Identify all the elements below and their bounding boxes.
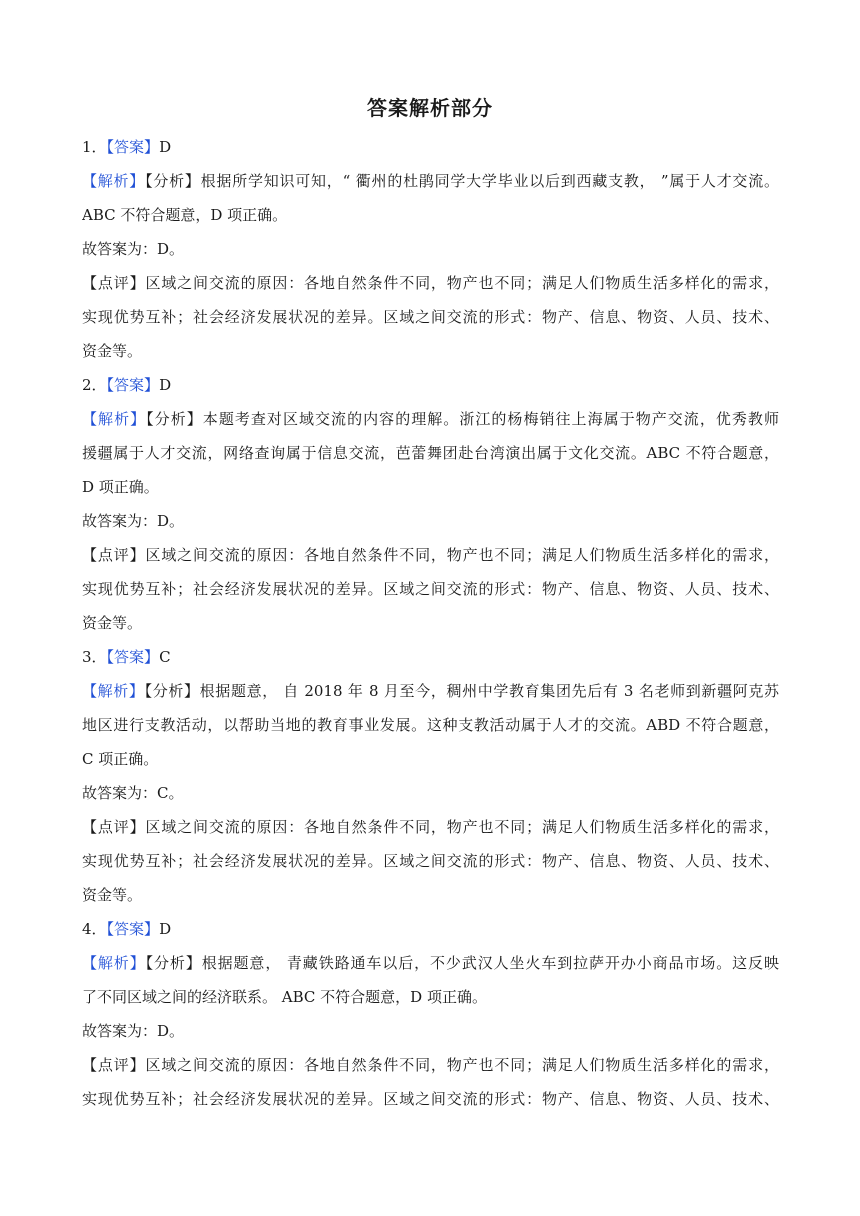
fenxi-label: 【分析】: [145, 954, 202, 972]
question-number: 1．: [82, 138, 107, 156]
comment-label: 【点评】: [82, 818, 146, 836]
analysis-label: 【解析】: [82, 682, 145, 700]
comment-line: 实现优势互补；社会经济发展状况的差异。区域之间交流的形式：物产、信息、物资、人员、技术、: [82, 1090, 779, 1108]
fenxi-label: 【分析】: [144, 682, 200, 700]
comment-line: [82, 266, 779, 300]
answer-label: 【答案】: [106, 920, 160, 938]
comment-line: 实现优势互补；社会经济发展状况的差异。区域之间交流的形式：物产、信息、物资、人员、技术、: [82, 852, 779, 870]
analysis-line: 了不同区域之间的经济联系。 ABC 不符合题意，D 项正确。: [82, 988, 487, 1006]
comment-label: 【点评】: [82, 546, 146, 564]
answer-line: [82, 130, 779, 164]
comment-label: 【点评】: [82, 274, 146, 292]
analysis-text: 根据题意， 自 2018 年 8 月至今，稠州中学教育集团先后有 3 名老师到新疆阿克苏: [199, 682, 779, 700]
question-number: 4．: [82, 920, 107, 938]
analysis-line: [82, 164, 779, 198]
conclusion-line: 故答案为：D。: [82, 1022, 185, 1040]
analysis-line: 地区进行支教活动，以帮助当地的教育事业发展。这种支教活动属于人才的交流。ABD 不符合题意，: [82, 716, 779, 734]
answer-line: [82, 912, 779, 946]
answer-line: [82, 640, 779, 674]
question-item-3: [82, 640, 779, 912]
analysis-line: [82, 674, 779, 708]
comment-label: 【点评】: [82, 1056, 146, 1074]
question-number: 2．: [82, 376, 107, 394]
fenxi-label: 【分析】: [145, 172, 201, 190]
comment-text: 区域之间交流的原因：各地自然条件不同，物产也不同；满足人们物质生活多样化的需求，: [145, 818, 779, 836]
fenxi-label: 【分析】: [146, 410, 203, 428]
analysis-line: ABC 不符合题意，D 项正确。: [82, 206, 288, 224]
comment-text: 区域之间交流的原因：各地自然条件不同，物产也不同；满足人们物质生活多样化的需求，: [145, 546, 779, 564]
analysis-text: 本题考查对区域交流的内容的理解。浙江的杨梅销往上海属于物产交流，优秀教师: [202, 410, 779, 428]
conclusion-line: 故答案为：D。: [82, 512, 185, 530]
comment-text: 区域之间交流的原因：各地自然条件不同，物产也不同；满足人们物质生活多样化的需求，: [145, 274, 779, 292]
comment-line: [82, 810, 779, 844]
comment-line: 资金等。: [82, 614, 143, 632]
answer-value: D: [159, 376, 172, 394]
comment-line: 资金等。: [82, 886, 143, 904]
answer-value: D: [159, 920, 172, 938]
answer-value: D: [159, 138, 172, 156]
analysis-line: 援疆属于人才交流，网络查询属于信息交流，芭蕾舞团赴台湾演出属于文化交流。ABC 不符合题意，: [82, 444, 779, 462]
question-item-1: [82, 130, 779, 368]
answer-label: 【答案】: [106, 138, 160, 156]
question-item-4: [82, 912, 779, 1116]
comment-line: [82, 1048, 779, 1082]
answer-label: 【答案】: [106, 376, 160, 394]
comment-line: [82, 538, 779, 572]
analysis-label: 【解析】: [82, 954, 146, 972]
analysis-text: 根据所学知识可知，“ 衢州的杜鹃同学大学毕业以后到西藏支教， ”属于人才交流。: [200, 172, 779, 190]
comment-line: 实现优势互补；社会经济发展状况的差异。区域之间交流的形式：物产、信息、物资、人员、技术、: [82, 580, 779, 598]
question-number: 3．: [82, 648, 107, 666]
analysis-text: 根据题意， 青藏铁路通车以后，不少武汉人坐火车到拉萨开办小商品市场。这反映: [201, 954, 779, 972]
answer-list: [82, 130, 779, 1116]
answer-line: [82, 368, 779, 402]
comment-line: 资金等。: [82, 342, 143, 360]
analysis-label: 【解析】: [82, 410, 147, 428]
analysis-line: [82, 402, 779, 436]
answer-value: C: [159, 648, 171, 666]
conclusion-line: 故答案为：D。: [82, 240, 185, 258]
analysis-line: D 项正确。: [82, 478, 159, 496]
analysis-line: [82, 946, 779, 980]
conclusion-line: 故答案为：C。: [82, 784, 184, 802]
answer-label: 【答案】: [106, 648, 160, 666]
comment-text: 区域之间交流的原因：各地自然条件不同，物产也不同；满足人们物质生活多样化的需求，: [145, 1056, 779, 1074]
question-item-2: [82, 368, 779, 640]
analysis-line: C 项正确。: [82, 750, 159, 768]
page-title: 答案解析部分: [367, 96, 493, 120]
analysis-label: 【解析】: [82, 172, 146, 190]
comment-line: 实现优势互补；社会经济发展状况的差异。区域之间交流的形式：物产、信息、物资、人员、技术、: [82, 308, 779, 326]
